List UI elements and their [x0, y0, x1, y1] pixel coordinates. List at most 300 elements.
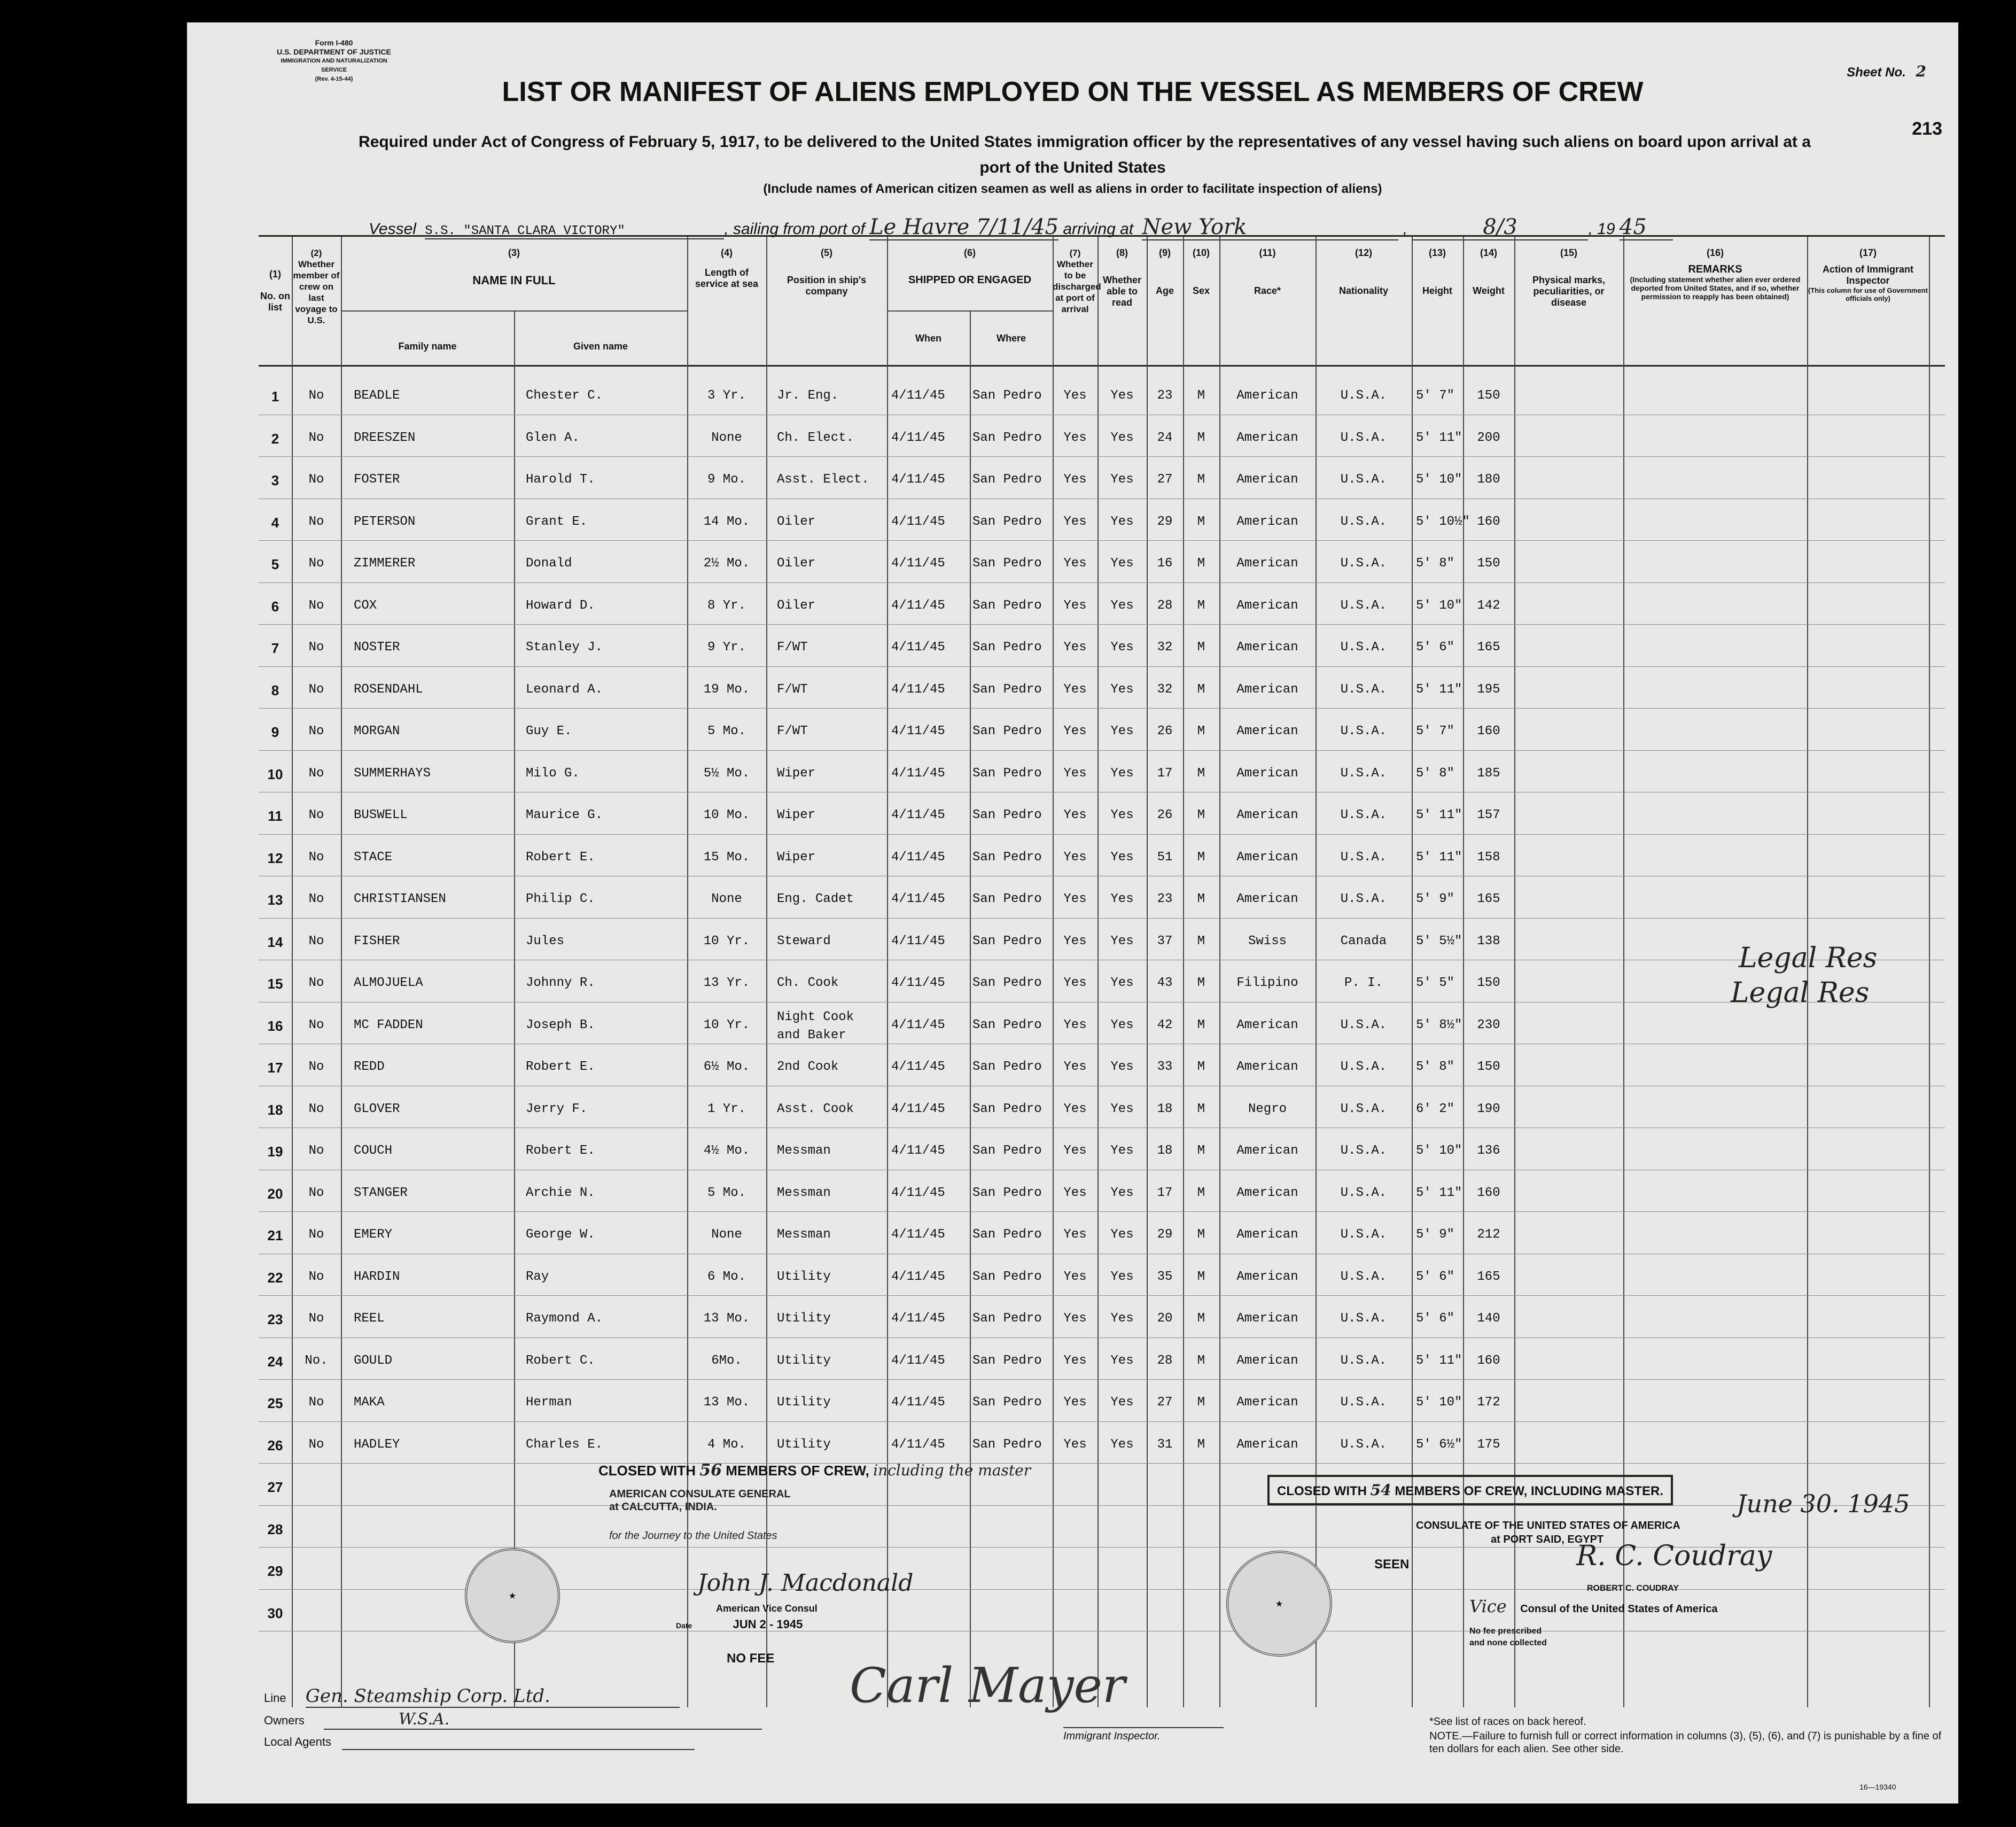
penalty-note: NOTE.—Failure to furnish full or correct information in columns (3), (5), (6), and (7) is punishable by a fine of ten dollars for each alien. See other side. — [1429, 1730, 1942, 1755]
american-consulate-seal-left: ★ — [465, 1548, 560, 1643]
cell-where: San Pedro — [972, 808, 1042, 822]
cell-read: Yes — [1110, 1353, 1134, 1368]
cell-discharged: Yes — [1063, 430, 1087, 445]
cell-height: 5' 5½" — [1416, 934, 1462, 949]
cell-discharged: Yes — [1063, 388, 1087, 403]
cell-age: 17 — [1157, 766, 1173, 781]
cell-given: Glen A. — [526, 430, 580, 445]
cell-age: 28 — [1157, 1353, 1173, 1368]
col-num: (5) — [821, 247, 832, 258]
cell-no: 8 — [271, 682, 279, 698]
cell-when: 4/11/45 — [891, 934, 945, 949]
cell-position: Wiper — [777, 850, 816, 865]
cell-age: 32 — [1157, 640, 1173, 655]
col-num: (9) — [1159, 247, 1171, 258]
cell-age: 27 — [1157, 472, 1173, 487]
col-note: (This column for use of Government officials only) — [1808, 286, 1928, 302]
date-value: JUN 2 - 1945 — [733, 1618, 803, 1631]
cell-age: 29 — [1157, 514, 1173, 529]
cell-read: Yes — [1110, 1185, 1134, 1200]
cell-discharged: Yes — [1063, 1185, 1087, 1200]
cell-where: San Pedro — [972, 640, 1042, 655]
cell-age: 23 — [1157, 892, 1173, 906]
col-line — [766, 237, 767, 1707]
cell-given: Leonard A. — [526, 682, 603, 697]
cell-prev: No — [308, 1269, 324, 1284]
cell-discharged: Yes — [1063, 640, 1087, 655]
cell-family: FISHER — [354, 934, 400, 949]
vice-consul-stamp: American Vice Consul — [716, 1603, 818, 1614]
cell-sex: M — [1197, 682, 1205, 697]
cell-given: Charles E. — [526, 1437, 603, 1452]
cell-service: None — [711, 1227, 742, 1242]
row-rule — [259, 1463, 1945, 1464]
col-label: Height — [1422, 285, 1452, 296]
cell-prev: No — [308, 1437, 324, 1452]
cell-height: 5' 11" — [1416, 1353, 1462, 1368]
cell-sex: M — [1197, 1269, 1205, 1284]
col-label: REMARKS — [1688, 263, 1742, 275]
cell-when: 4/11/45 — [891, 1437, 945, 1452]
cell-prev: No — [308, 934, 324, 949]
cell-position: Wiper — [777, 808, 816, 822]
cell-when: 4/11/45 — [891, 1144, 945, 1158]
col-line — [1147, 237, 1148, 1707]
cell-service: 4½ Mo. — [703, 1144, 750, 1158]
cell-height: 5' 10" — [1416, 1144, 1462, 1158]
cell-sex: M — [1197, 430, 1205, 445]
cell-service: 13 Mo. — [703, 1395, 750, 1410]
col-note: (Including statement whether alien ever ordered deported from United States, and if so, whether permission to reapply has been obtained) — [1630, 275, 1801, 301]
cell-when: 4/11/45 — [891, 976, 945, 990]
cell-no: 30 — [267, 1605, 283, 1621]
cell-service: 5 Mo. — [707, 1185, 746, 1200]
cell-service: 2½ Mo. — [703, 556, 750, 571]
cell-prev: No — [308, 556, 324, 571]
cell-given: Robert C. — [526, 1353, 595, 1368]
cell-given: Stanley J. — [526, 640, 603, 655]
cell-sex: M — [1197, 808, 1205, 822]
cell-height: 5' 8" — [1416, 1060, 1455, 1074]
cell-height: 5' 11" — [1416, 808, 1462, 822]
cell-where: San Pedro — [972, 724, 1042, 738]
col-label: No. on list — [260, 291, 290, 313]
col-header-height — [1412, 247, 1463, 297]
cell-read: Yes — [1110, 1144, 1134, 1158]
footer-line — [264, 1685, 680, 1708]
cell-nationality: U.S.A. — [1340, 1017, 1387, 1032]
cell-sex: M — [1197, 1227, 1205, 1242]
cell-read: Yes — [1110, 1311, 1134, 1326]
cell-service: 5½ Mo. — [703, 766, 750, 781]
cell-race: American — [1236, 1269, 1298, 1284]
cell-height: 5' 5" — [1416, 976, 1455, 990]
cell-family: STANGER — [354, 1185, 408, 1200]
cell-race: American — [1236, 766, 1298, 781]
cell-position: Utility — [777, 1353, 831, 1368]
cell-family: REDD — [354, 1060, 385, 1074]
col-header-no — [259, 269, 292, 313]
cell-race: American — [1236, 1017, 1298, 1032]
cell-family: NOSTER — [354, 640, 400, 655]
consul-signature: R. C. Coudray — [1576, 1540, 1772, 1572]
cell-weight: 180 — [1477, 472, 1500, 487]
cell-nationality: U.S.A. — [1340, 766, 1387, 781]
cell-when: 4/11/45 — [891, 556, 945, 571]
cell-no: 27 — [267, 1479, 283, 1495]
cell-read: Yes — [1110, 640, 1134, 655]
cell-weight: 160 — [1477, 1353, 1500, 1368]
cell-given: Jerry F. — [526, 1101, 588, 1116]
cell-race: American — [1236, 1395, 1298, 1410]
year-prefix: 19 — [1597, 220, 1615, 238]
cell-read: Yes — [1110, 976, 1134, 990]
cell-nationality: U.S.A. — [1340, 640, 1387, 655]
cell-given: Robert E. — [526, 1060, 595, 1074]
cell-when: 4/11/45 — [891, 1185, 945, 1200]
cell-prev: No — [308, 808, 324, 822]
cell-race: American — [1236, 640, 1298, 655]
cell-when: 4/11/45 — [891, 724, 945, 738]
cell-age: 51 — [1157, 850, 1173, 865]
cell-age: 17 — [1157, 1185, 1173, 1200]
col-header-remarks — [1623, 247, 1807, 301]
col-num: (6) — [964, 247, 976, 258]
cell-when: 4/11/45 — [891, 1353, 945, 1368]
cell-position: Jr. Eng. — [777, 388, 839, 403]
cell-read: Yes — [1110, 766, 1134, 781]
cell-where: San Pedro — [972, 1060, 1042, 1074]
cell-discharged: Yes — [1063, 1144, 1087, 1158]
cell-prev: No — [308, 1185, 324, 1200]
cell-read: Yes — [1110, 1269, 1134, 1284]
cell-no: 7 — [271, 640, 279, 656]
cell-prev: No — [308, 1311, 324, 1326]
print-code: 16—19340 — [1859, 1783, 1896, 1791]
consulate-seal-port-said: ★ — [1226, 1551, 1332, 1657]
cell-discharged: Yes — [1063, 556, 1087, 571]
cell-given: Donald — [526, 556, 572, 571]
cell-family: STACE — [354, 850, 393, 865]
cell-nationality: U.S.A. — [1340, 1227, 1387, 1242]
cell-service: None — [711, 892, 742, 906]
cell-sex: M — [1197, 556, 1205, 571]
cell-race: American — [1236, 1185, 1298, 1200]
cell-discharged: Yes — [1063, 1017, 1087, 1032]
cell-height: 5' 10½" — [1416, 514, 1470, 529]
cell-height: 5' 8" — [1416, 766, 1455, 781]
date-label: Date — [676, 1621, 692, 1630]
cell-service: 10 Yr. — [703, 1017, 750, 1032]
cell-where: San Pedro — [972, 1101, 1042, 1116]
cell-position: Oiler — [777, 556, 816, 571]
cell-prev: No — [308, 1227, 324, 1242]
page-title: LIST OR MANIFEST OF ALIENS EMPLOYED ON THE VESSEL AS MEMBERS OF CREW — [502, 76, 1644, 107]
cell-service: 1 Yr. — [707, 1101, 746, 1116]
cell-service: 9 Yr. — [707, 640, 746, 655]
cell-race: American — [1236, 1144, 1298, 1158]
cell-family: BUSWELL — [354, 808, 408, 822]
cell-read: Yes — [1110, 934, 1134, 949]
cell-weight: 150 — [1477, 1060, 1500, 1074]
cell-where: San Pedro — [972, 598, 1042, 613]
cell-race: American — [1236, 1437, 1298, 1452]
cell-family: EMERY — [354, 1227, 393, 1242]
col-label: Race* — [1254, 285, 1281, 296]
cell-sex: M — [1197, 724, 1205, 738]
cell-service: 6½ Mo. — [703, 1060, 750, 1074]
cell-no: 12 — [267, 850, 283, 866]
row-rule — [259, 1505, 1945, 1506]
cell-race: Swiss — [1248, 934, 1287, 949]
cell-discharged: Yes — [1063, 1101, 1087, 1116]
cell-sex: M — [1197, 934, 1205, 949]
sheet-label: Sheet No. — [1847, 65, 1906, 80]
cell-sex: M — [1197, 1353, 1205, 1368]
cell-when: 4/11/45 — [891, 514, 945, 529]
cell-position: Oiler — [777, 598, 816, 613]
col-header-shipped — [887, 247, 1053, 286]
cell-weight: 150 — [1477, 556, 1500, 571]
cell-given: Chester C. — [526, 388, 603, 403]
row-rule — [259, 1379, 1945, 1380]
col-num: (7) — [1069, 248, 1081, 258]
cell-when: 4/11/45 — [891, 598, 945, 613]
cell-weight: 172 — [1477, 1395, 1500, 1410]
cell-nationality: U.S.A. — [1340, 1144, 1387, 1158]
cell-given: Raymond A. — [526, 1311, 603, 1326]
cell-race: American — [1236, 598, 1298, 613]
inspector-signature: Carl Mayer — [850, 1658, 1125, 1714]
cell-where: San Pedro — [972, 976, 1042, 990]
inspector-label: Immigrant Inspector. — [1063, 1727, 1224, 1743]
cell-when: 4/11/45 — [891, 766, 945, 781]
cell-where: San Pedro — [972, 766, 1042, 781]
col-header-last-voyage — [292, 247, 341, 326]
cell-nationality: U.S.A. — [1340, 724, 1387, 738]
cell-sex: M — [1197, 1185, 1205, 1200]
cell-prev: No — [308, 598, 324, 613]
cell-no: 4 — [271, 514, 279, 531]
cell-no: 16 — [267, 1017, 283, 1034]
cell-discharged: Yes — [1063, 808, 1087, 822]
cell-age: 16 — [1157, 556, 1173, 571]
cell-no: 26 — [267, 1437, 283, 1453]
col-line — [514, 312, 515, 1707]
cell-read: Yes — [1110, 472, 1134, 487]
cell-age: 29 — [1157, 1227, 1173, 1242]
cell-no: 18 — [267, 1101, 283, 1118]
cell-no: 28 — [267, 1521, 283, 1537]
cell-service: 14 Mo. — [703, 514, 750, 529]
col-num: (11) — [1259, 247, 1276, 258]
cell-service: 4 Mo. — [707, 1437, 746, 1452]
cell-when: 4/11/45 — [891, 1227, 945, 1242]
cell-where: San Pedro — [972, 1353, 1042, 1368]
col-label: NAME IN FULL — [472, 274, 556, 287]
calcutta: at CALCUTTA, INDIA. — [609, 1501, 717, 1513]
races-note: *See list of races on back hereof. — [1429, 1716, 1586, 1728]
arrival-date: 8/3 — [1412, 215, 1588, 240]
cell-height: 5' 6" — [1416, 1269, 1455, 1284]
col-num: (13) — [1428, 247, 1446, 258]
comma: , — [1403, 220, 1408, 238]
cell-position: Eng. Cadet — [777, 892, 854, 906]
cell-sex: M — [1197, 1395, 1205, 1410]
cell-nationality: U.S.A. — [1340, 850, 1387, 865]
year-suffix: 45 — [1620, 215, 1673, 240]
cell-nationality: U.S.A. — [1340, 1311, 1387, 1326]
cell-no: 6 — [271, 598, 279, 615]
remark-legal-res-1: Legal Res — [1739, 942, 1878, 974]
vessel-label: Vessel — [369, 220, 416, 238]
cell-prev: No — [308, 388, 324, 403]
cell-given: Ray — [526, 1269, 549, 1284]
col-label: Physical marks, peculiarities, or disease — [1532, 275, 1606, 308]
col-label: Whether to be discharged at port of arrival — [1053, 259, 1101, 314]
row-rule — [259, 1295, 1945, 1296]
cell-prev: No — [308, 1395, 324, 1410]
cell-family: DREESZEN — [354, 430, 416, 445]
cell-height: 5' 9" — [1416, 892, 1455, 906]
cell-prev: No — [308, 892, 324, 906]
cell-position: 2nd Cook — [777, 1060, 839, 1074]
col-label: SHIPPED OR ENGAGED — [908, 274, 1032, 286]
cell-race: Filipino — [1236, 976, 1298, 990]
cell-service: 10 Mo. — [703, 808, 750, 822]
cell-given: Jules — [526, 934, 565, 949]
agents-line — [342, 1735, 695, 1750]
cell-position: F/WT — [777, 640, 808, 655]
cell-where: San Pedro — [972, 934, 1042, 949]
cell-when: 4/11/45 — [891, 808, 945, 822]
cell-weight: 150 — [1477, 388, 1500, 403]
cell-weight: 175 — [1477, 1437, 1500, 1452]
col-label: Weight — [1473, 285, 1505, 296]
cell-where: San Pedro — [972, 1185, 1042, 1200]
cell-read: Yes — [1110, 388, 1134, 403]
cell-position: F/WT — [777, 682, 808, 697]
cell-height: 5' 8½" — [1416, 1017, 1462, 1032]
cell-height: 5' 7" — [1416, 724, 1455, 738]
closed-right-prefix: CLOSED WITH — [1277, 1484, 1367, 1498]
cell-given: Archie N. — [526, 1185, 595, 1200]
cell-family: COUCH — [354, 1144, 393, 1158]
cell-when: 4/11/45 — [891, 850, 945, 865]
required-statement: Required under Act of Congress of February 5, 1917, to be delivered to the United States immigration officer by the representatives of any vessel having such aliens on board upon arrival at a — [359, 133, 1811, 151]
cell-sex: M — [1197, 976, 1205, 990]
cell-race: American — [1236, 472, 1298, 487]
col-header-marks — [1514, 247, 1623, 308]
col-header-position — [766, 247, 887, 297]
cell-no: 11 — [268, 808, 283, 824]
cell-age: 20 — [1157, 1311, 1173, 1326]
col-header-race — [1219, 247, 1316, 297]
cell-race: American — [1236, 1227, 1298, 1242]
cell-no: 25 — [267, 1395, 283, 1411]
col-header-discharged — [1053, 247, 1101, 315]
cell-position: Ch. Cook — [777, 976, 839, 990]
cell-discharged: Yes — [1063, 1227, 1087, 1242]
cell-sex: M — [1197, 514, 1205, 529]
cell-no: 1 — [271, 388, 279, 405]
cell-family: REEL — [354, 1311, 385, 1326]
cell-given: Johnny R. — [526, 976, 595, 990]
agents-label: Local Agents — [264, 1735, 331, 1748]
cell-position: Asst. Elect. — [777, 472, 869, 487]
cell-when: 4/11/45 — [891, 682, 945, 697]
cell-height: 5' 6" — [1416, 1311, 1455, 1326]
cell-position: Utility — [777, 1437, 831, 1452]
date-stamp — [676, 1618, 803, 1631]
cell-no: 9 — [271, 724, 279, 740]
cell-height: 5' 10" — [1416, 598, 1462, 613]
cell-no: 10 — [267, 766, 283, 782]
cell-read: Yes — [1110, 1227, 1134, 1242]
cell-age: 24 — [1157, 430, 1173, 445]
cell-family: CHRISTIANSEN — [354, 892, 446, 906]
cell-no: 2 — [271, 430, 279, 447]
comma: , — [1588, 220, 1593, 238]
cell-age: 37 — [1157, 934, 1173, 949]
cell-position: Messman — [777, 1185, 831, 1200]
cell-nationality: U.S.A. — [1340, 388, 1387, 403]
cell-race: American — [1236, 1353, 1298, 1368]
remark-legal-res-2: Legal Res — [1731, 977, 1870, 1009]
cell-read: Yes — [1110, 1017, 1134, 1032]
required-statement-cont: port of the United States — [979, 159, 1166, 176]
cell-when: 4/11/45 — [891, 1060, 945, 1074]
cell-family: MORGAN — [354, 724, 400, 738]
cell-height: 6' 2" — [1416, 1101, 1455, 1116]
col-header-service — [687, 247, 766, 290]
cell-service: 13 Mo. — [703, 1311, 750, 1326]
row-rule — [259, 708, 1945, 709]
cell-prev: No — [308, 724, 324, 738]
cell-service: 15 Mo. — [703, 850, 750, 865]
cell-given: Harold T. — [526, 472, 595, 487]
cell-race: American — [1236, 1311, 1298, 1326]
cell-position: Steward — [777, 934, 831, 949]
cell-prev: No — [308, 766, 324, 781]
cell-weight: 158 — [1477, 850, 1500, 865]
cell-nationality: U.S.A. — [1340, 1437, 1387, 1452]
cell-service: 13 Yr. — [703, 976, 750, 990]
cell-when: 4/11/45 — [891, 1311, 945, 1326]
sailing-label: , sailing from port of — [724, 220, 865, 238]
cell-race: American — [1236, 682, 1298, 697]
cell-read: Yes — [1110, 430, 1134, 445]
col-line — [1097, 237, 1099, 1707]
col-header-age — [1147, 247, 1183, 297]
cell-sex: M — [1197, 1101, 1205, 1116]
col-label: Action of Immigrant Inspector — [1823, 264, 1913, 286]
col-line — [887, 237, 888, 1707]
cell-nationality: U.S.A. — [1340, 1395, 1387, 1410]
cell-family: COX — [354, 598, 377, 613]
footer-owners — [264, 1710, 762, 1730]
cell-discharged: Yes — [1063, 892, 1087, 906]
service-name: IMMIGRATION AND NATURALIZATION SERVICE — [281, 58, 387, 73]
col-label: Sex — [1192, 285, 1210, 296]
cell-height: 5' 11" — [1416, 430, 1462, 445]
cell-sex: M — [1197, 1311, 1205, 1326]
cell-no: 29 — [267, 1563, 283, 1579]
cell-read: Yes — [1110, 724, 1134, 738]
cell-family: HARDIN — [354, 1269, 400, 1284]
cell-service: 19 Mo. — [703, 682, 750, 697]
cell-where: San Pedro — [972, 556, 1042, 571]
